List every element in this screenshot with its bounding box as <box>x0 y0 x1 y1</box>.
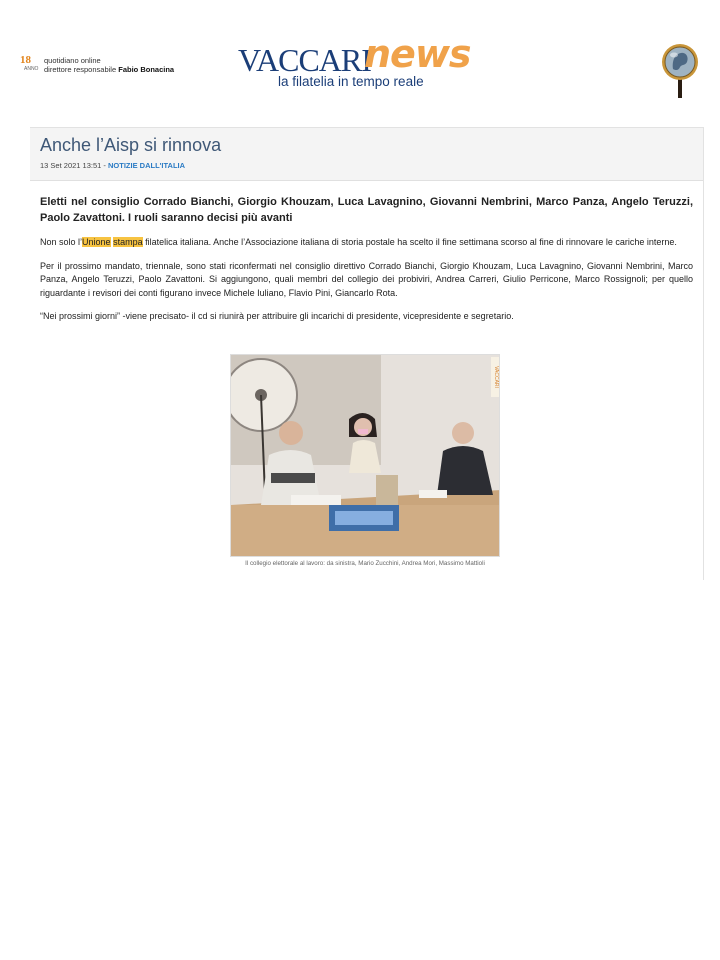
masthead-tagline <box>44 56 174 74</box>
tagline-line2 <box>44 65 174 74</box>
article-figure <box>230 354 500 567</box>
masthead <box>0 0 720 120</box>
anno-badge-block <box>20 56 174 74</box>
article-paragraph-2: Per il prossimo mandato, triennale, sono stati riconfermati nel consiglio direttivo Corrado Bianchi, Giorgio Khouzam, Luca Lavagnino, Giovanni Nembrini, Marco Panza, Angelo Teruzzi, Paolo Zavattoni. Si aggiungono, quali membri del collegio dei probiviri, Andrea Carreri, Giulio Perricone, Marco Rossignoli; per quello riguardante i revisori dei conti figurano invece Michele Iuliano, Flavio Pini, Giancarlo Rota. <box>40 260 693 298</box>
anno-badge <box>20 56 40 74</box>
article-photo[interactable] <box>230 354 500 557</box>
article-card <box>30 127 704 580</box>
article-lead: Eletti nel consiglio Corrado Bianchi, Giorgio Khouzam, Luca Lavagnino, Giovanni Nembrini, Marco Panza, Angelo Teruzzi, Paolo Zavattoni. I ruoli saranno decisi più avanti <box>40 196 693 224</box>
logo-news: news <box>364 32 471 76</box>
logo-word: VACCARI <box>238 42 371 78</box>
magnifying-glass-icon <box>660 42 700 100</box>
highlight-unione: Unione <box>82 237 111 247</box>
p1-text-pre: Non solo l’ <box>40 237 83 247</box>
article-title: Anche l’Aisp si rinnova <box>40 135 222 155</box>
anno-number: 18 <box>20 54 31 66</box>
meta-separator: - <box>101 161 108 170</box>
photo-caption: Il collegio elettorale al lavoro: da sinistra, Mario Zucchini, Andrea Mori, Massimo Mattioli <box>245 560 485 567</box>
article-paragraph-3: “Nei prossimi giorni” -viene precisato- il cd si riunirà per attribuire gli incarichi di presidente, vicepresidente e segretario. <box>40 311 514 321</box>
article-meta <box>40 161 693 170</box>
p1-text-post: filatelica italiana. Anche l’Associazione italiana di storia postale ha scelto il fine settimana scorso al fine di rinnovare le cariche interne. <box>142 237 677 247</box>
site-logo[interactable] <box>238 34 488 94</box>
photo-watermark: VACCARI <box>493 366 499 388</box>
tagline-director-prefix: direttore responsabile <box>44 65 117 74</box>
director-name: Fabio Bonacina <box>118 65 175 74</box>
highlight-stampa: stampa <box>113 237 143 247</box>
article-date: 13 Set 2021 13:51 <box>40 161 102 170</box>
category-link[interactable]: NOTIZIE DALL'ITALIA <box>107 161 186 170</box>
anno-label: ANNO <box>24 66 39 72</box>
tagline-line1: quotidiano online <box>44 56 101 65</box>
article-paragraph-1 <box>40 236 693 250</box>
article-body <box>30 181 703 337</box>
logo-subtitle: la filatelia in tempo reale <box>278 74 424 89</box>
article-header <box>30 128 703 181</box>
